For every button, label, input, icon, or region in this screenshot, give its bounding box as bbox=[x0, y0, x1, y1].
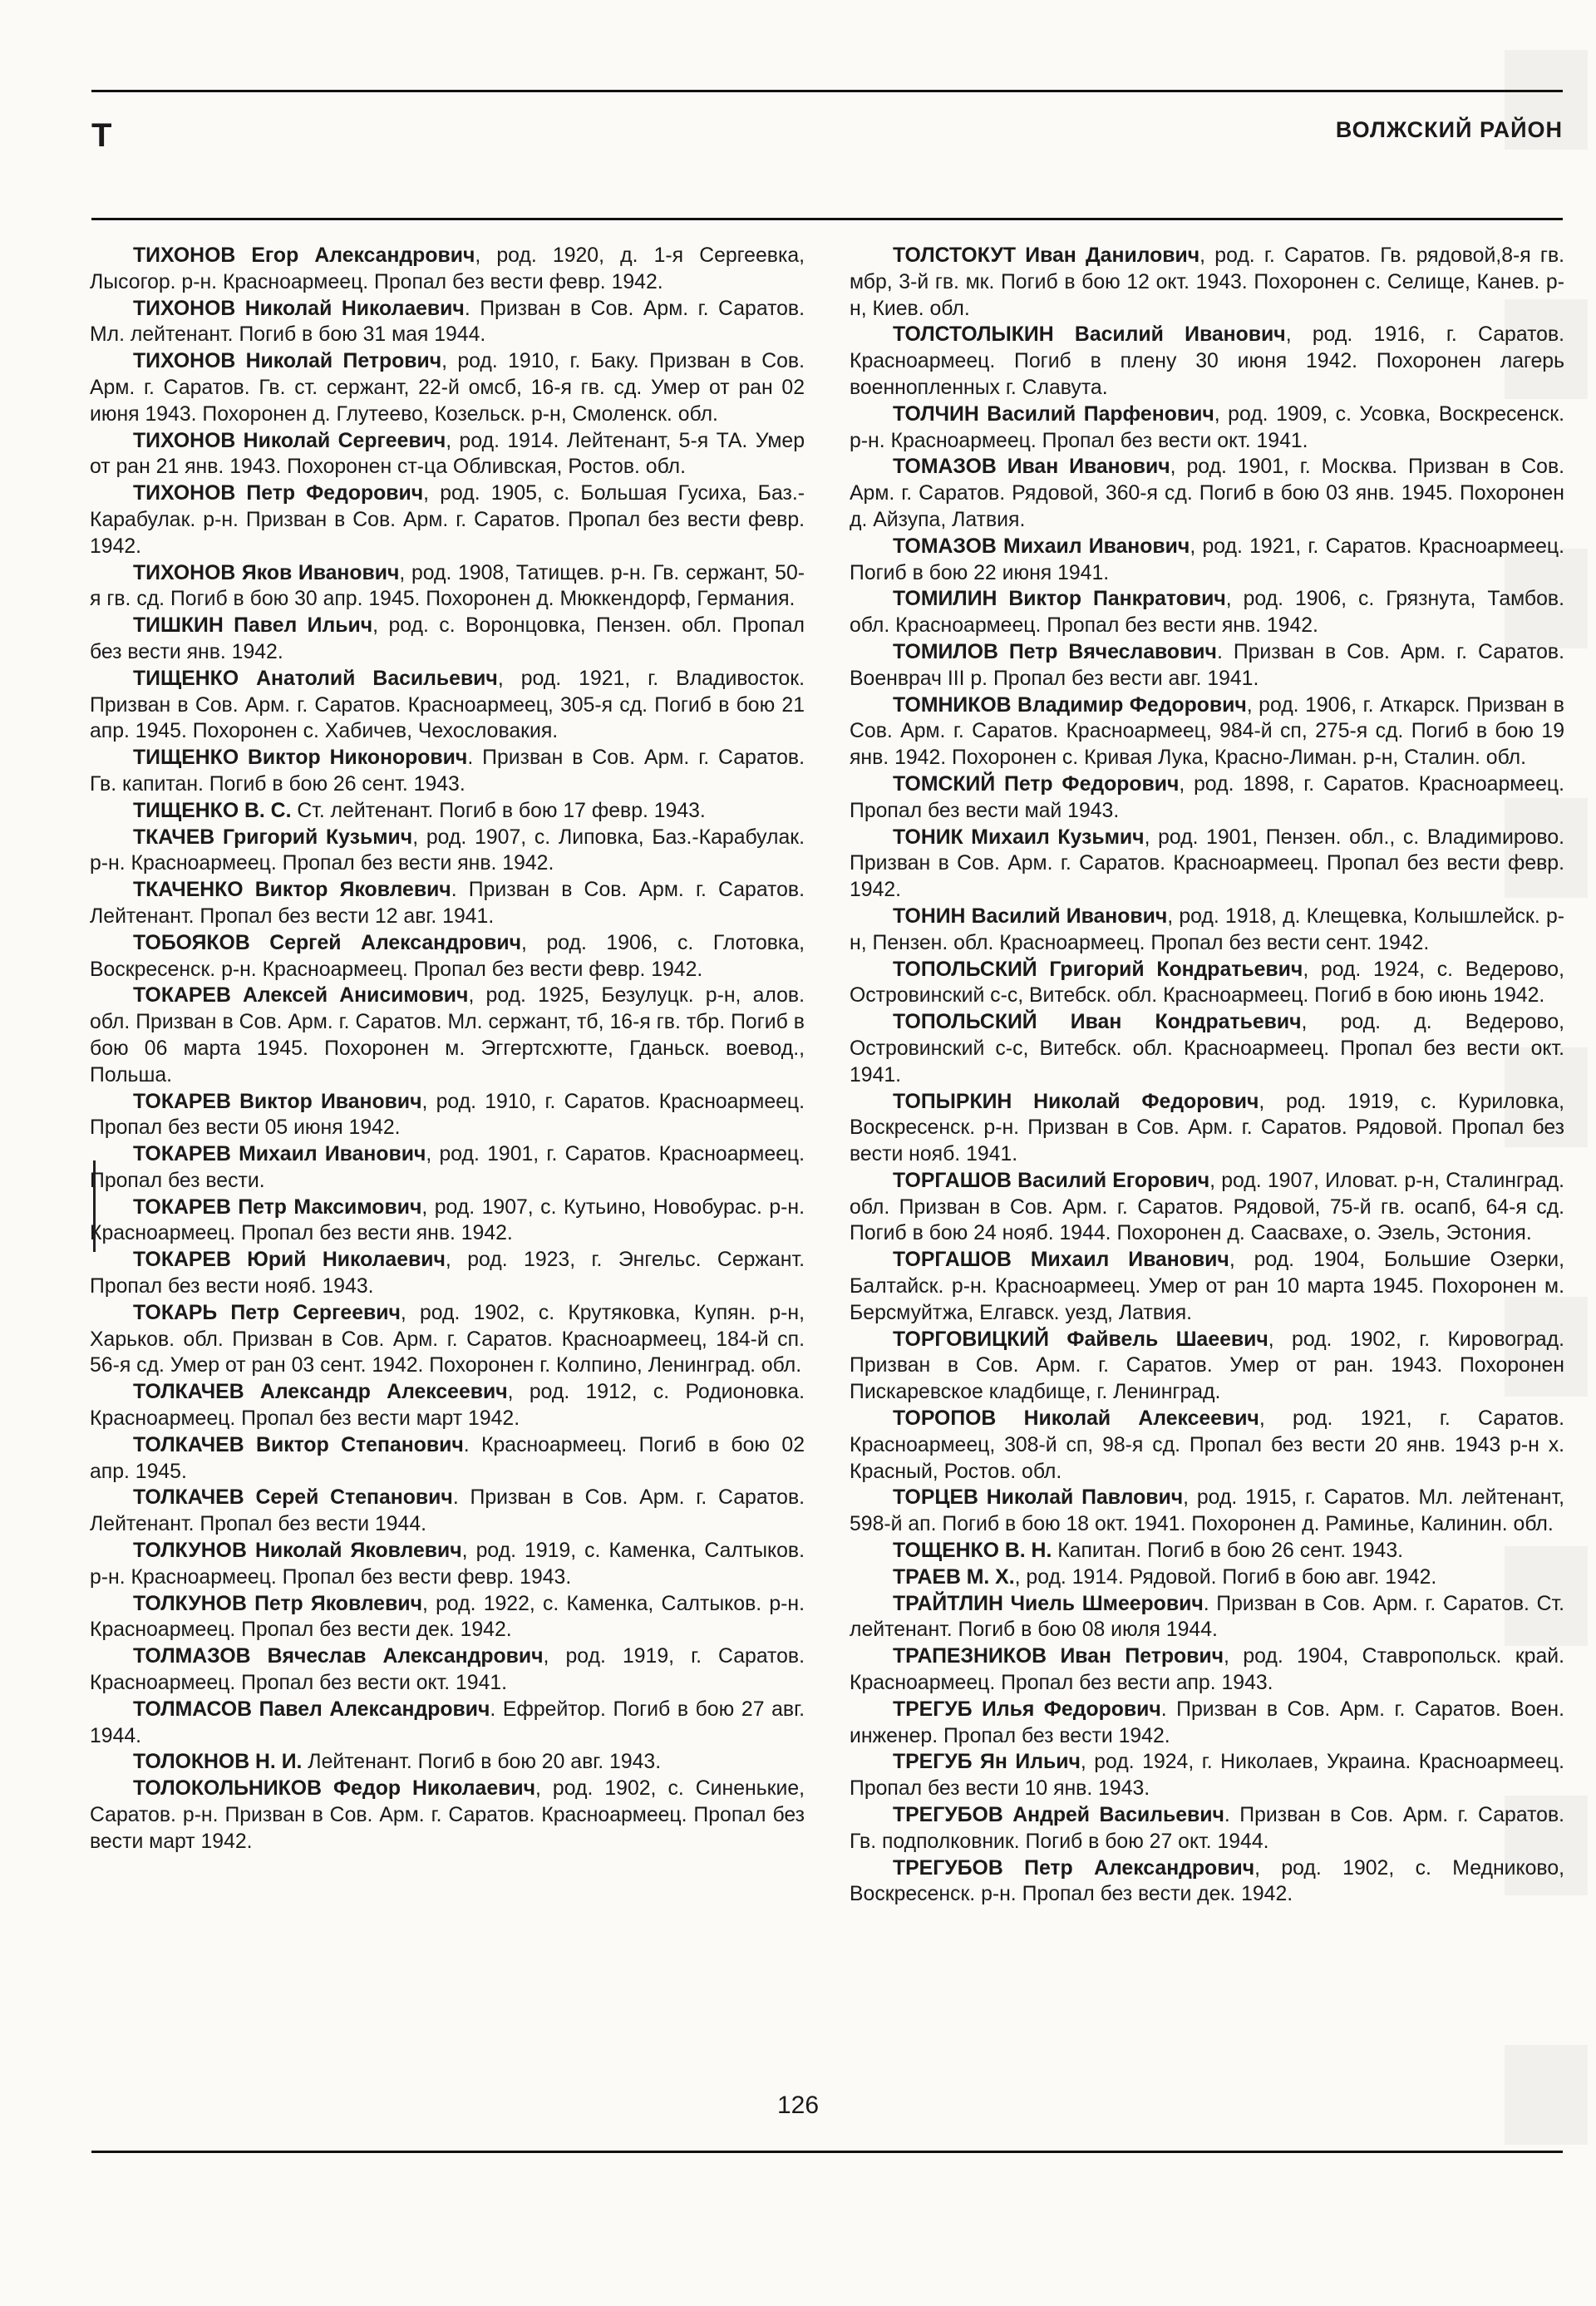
entry-details: , род. 1901, Пензен. обл., с. Владимирово. Призван в Сов. Арм. г. Саратов. Красноармеец. Пропал без вести февр. 1942. bbox=[850, 825, 1564, 902]
entry-name: ТКАЧЕВ Григорий Кузьмич bbox=[133, 825, 413, 849]
entry-name: ТИХОНОВ Егор Александрович bbox=[133, 244, 475, 267]
entry-details: , род. 1922, с. Каменка, Салтыков. р-н. Красноармеец. Пропал без вести дек. 1942. bbox=[90, 1592, 805, 1642]
entry-details: , род. 1906, с. Грязнута, Тамбов. обл. Красноармеец. Пропал без вести янв. 1942. bbox=[850, 588, 1564, 638]
entry bbox=[90, 428, 805, 481]
entry-details: . Призван в Сов. Арм. г. Саратов. Лейтенант. Пропал без вести 12 авг. 1941. bbox=[90, 879, 805, 928]
entry-name: ТОЛСТОКУТ Иван Данилович bbox=[893, 244, 1200, 267]
entry-name: ТОПОЛЬСКИЙ Григорий Кондратьевич bbox=[893, 958, 1303, 981]
entry-details: , род. 1902, с. Крутяковка, Купян. р-н, Харьков. обл. Призван в Сов. Арм. г. Саратов. Красноармеец, 184-й сп. 56-я сд. Умер от ран 03 сент. 1942. Похоронен г. Колпино, Ленинград. обл. bbox=[90, 1301, 805, 1377]
entry-name: ТОКАРЕВ Виктор Иванович bbox=[133, 1090, 422, 1113]
entry-details: Лейтенант. Погиб в бою 20 авг. 1943. bbox=[302, 1751, 662, 1774]
entry bbox=[850, 1168, 1564, 1247]
entry-details: , род. 1912, с. Родионовка. Красноармеец. Пропал без вести март 1942. bbox=[90, 1381, 805, 1431]
entry bbox=[90, 560, 805, 613]
entry-name: ТОМНИКОВ Владимир Федорович bbox=[893, 693, 1247, 717]
entry bbox=[90, 480, 805, 559]
entry-details: , род. 1902, г. Кировоград. Призван в Сов. Арм. г. Саратов. Умер от ран. 1943. Похоронен Пискаревское кладбище, г. Ленинград. bbox=[850, 1328, 1565, 1404]
entry bbox=[850, 825, 1564, 904]
left-column bbox=[90, 243, 805, 1855]
entry bbox=[90, 1300, 805, 1379]
entry bbox=[90, 1643, 805, 1697]
entry-name: ТИХОНОВ Николай Сергеевич bbox=[133, 429, 446, 452]
entry-details: . Призван в Сов. Арм. г. Саратов. Военврач III р. Пропал без вести авг. 1941. bbox=[850, 640, 1564, 690]
entry bbox=[850, 402, 1564, 455]
entry-name: ТОЛСТОЛЫКИН Василий Иванович bbox=[893, 323, 1286, 347]
page-header bbox=[91, 90, 1563, 167]
entry-details: , род. 1910, г. Баку. Призван в Сов. Арм. г. Саратов. Гв. ст. сержант, 22-й омсб, 16-я гв. сд. Умер от ран 02 июня 1943. Похоронен д. Глутеево, Козельск. р-н, Смоленск. обл. bbox=[90, 350, 805, 426]
entry bbox=[850, 1802, 1564, 1855]
entry-details: , род. 1920, д. 1-я Сергеевка, Лысогор. р-н. Красноармеец. Пропал без вести февр. 1942. bbox=[90, 244, 805, 293]
entry bbox=[90, 930, 805, 983]
entry-details: , род. 1921, г. Владивосток. Призван в Сов. Арм. г. Саратов. Красноармеец, 305-я сд. Погиб в бою 21 апр. 1945. Похоронен с. Хабичев, Чехословакия. bbox=[90, 667, 805, 743]
entry bbox=[90, 666, 805, 745]
entry bbox=[850, 1327, 1564, 1406]
entry-name: ТОПЫРКИН Николай Федорович bbox=[893, 1090, 1259, 1113]
entry-name: ТОБОЯКОВ Сергей Александрович bbox=[133, 931, 522, 954]
entry bbox=[850, 639, 1564, 692]
entry-name: ТОРОПОВ Николай Алексеевич bbox=[893, 1407, 1259, 1431]
entry-name: ТРЕГУБ Ян Ильич bbox=[893, 1751, 1081, 1774]
entry bbox=[850, 1643, 1564, 1697]
entry-details: . Красноармеец. Погиб в бою 02 апр. 1945. bbox=[90, 1433, 805, 1483]
entry-name: ТИЩЕНКО Анатолий Васильевич bbox=[133, 667, 498, 690]
entry-name: ТОРГАШОВ Михаил Иванович bbox=[893, 1249, 1229, 1272]
entry-details: , род. 1915, г. Саратов. Мл. лейтенант, 598-й ап. Погиб в бою 18 окт. 1941. Похоронен д. Раминье, Калинин. обл. bbox=[850, 1486, 1564, 1536]
entry-details: , род. 1919, с. Каменка, Салтыков. р-н. Красноармеец. Пропал без вести февр. 1943. bbox=[90, 1540, 805, 1589]
entry-name: ТОМАЗОВ Михаил Иванович bbox=[893, 535, 1190, 558]
entry-name: ТОНИК Михаил Кузьмич bbox=[893, 825, 1145, 849]
entry-details: . Призван в Сов. Арм. г. Саратов. Воен. инженер. Пропал без вести 1942. bbox=[850, 1697, 1564, 1747]
entry bbox=[850, 1485, 1564, 1538]
entry-name: ТКАЧЕНКО Виктор Яковлевич bbox=[133, 879, 451, 902]
entry-details: , род. 1925, Безулуцк. р-н, алов. обл. Призван в Сов. Арм. г. Саратов. Мл. сержант, тб, 16-я гв. тбр. Погиб в бою 06 марта 1945. Похоронен м. Эггертсхютте, Гданьск. воевод., Польша. bbox=[90, 984, 805, 1086]
entry-details: , род. 1916, г. Саратов. Красноармеец. Погиб в плену 30 июня 1942. Похоронен лагерь военнопленных г. Славута. bbox=[850, 323, 1565, 399]
entry-details: . Ефрейтор. Погиб в бою 27 авг. 1944. bbox=[90, 1697, 805, 1747]
entry-name: ТОРГОВИЦКИЙ Файвель Шаеевич bbox=[893, 1328, 1268, 1351]
entry bbox=[850, 1247, 1564, 1326]
entry bbox=[850, 1697, 1564, 1750]
entry bbox=[90, 798, 805, 825]
entry bbox=[850, 692, 1564, 771]
entry bbox=[850, 586, 1564, 639]
entry bbox=[90, 1089, 805, 1142]
entry-name: ТОЛКАЧЕВ Виктор Степанович bbox=[133, 1433, 464, 1456]
entry bbox=[90, 348, 805, 427]
entry bbox=[850, 1538, 1564, 1564]
entry bbox=[90, 825, 805, 878]
entry-details: . Призван в Сов. Арм. г. Саратов. Гв. подполковник. Погиб в бою 27 окт. 1944. bbox=[850, 1804, 1565, 1853]
entry bbox=[90, 1749, 805, 1776]
entry bbox=[850, 771, 1564, 825]
entry bbox=[90, 296, 805, 349]
entry bbox=[850, 534, 1564, 587]
entry-details: Ст. лейтенант. Погиб в бою 17 февр. 1943. bbox=[291, 799, 706, 822]
entry-name: ТОЛКАЧЕВ Александр Алексеевич bbox=[133, 1381, 508, 1404]
entry-details: , род. 1908, Татищев. р-н. Гв. сержант, 50-я гв. сд. Погиб в бою 30 апр. 1945. Похоронен д. Мюккендорф, Германия. bbox=[90, 561, 805, 611]
entry-details: , род. 1906, с. Глотовка, Воскресенск. р-н. Красноармеец. Пропал без вести февр. 1942. bbox=[90, 931, 805, 981]
entry-details: , род. 1902, с. Синенькие, Саратов. р-н. Призван в Сов. Арм. г. Саратов. Красноармеец. Пропал без вести март 1942. bbox=[90, 1777, 805, 1853]
entry-details: , род. 1924, г. Николаев, Украина. Красноармеец. Пропал без вести 10 янв. 1943. bbox=[850, 1751, 1564, 1801]
entry-details: , род. 1904, Большие Озерки, Балтайск. р-н. Красноармеец. Умер от ран 10 марта 1945. Похоронен м. Берсмуйтжа, Елгавск. уезд, Латвия. bbox=[850, 1249, 1565, 1324]
entry-name: ТРЕГУБОВ Петр Александрович bbox=[893, 1856, 1255, 1880]
entry-name: ТОПОЛЬСКИЙ Иван Кондратьевич bbox=[893, 1011, 1302, 1034]
entry bbox=[850, 1591, 1564, 1644]
entry-details: , род. 1919, г. Саратов. Красноармеец. Пропал без вести окт. 1941. bbox=[90, 1645, 805, 1695]
entry-details: . Призван в Сов. Арм. г. Саратов. Гв. капитан. Погиб в бою 26 сент. 1943. bbox=[90, 746, 805, 796]
entry-name: ТРЕГУБОВ Андрей Васильевич bbox=[893, 1804, 1224, 1827]
entry-name: ТОКАРЕВ Юрий Николаевич bbox=[133, 1249, 446, 1272]
entry-name: ТОЩЕНКО В. Н. bbox=[893, 1540, 1052, 1563]
entry-name: ТОМИЛОВ Петр Вячеславович bbox=[893, 640, 1217, 663]
entry-name: ТОЛМАСОВ Павел Александрович bbox=[133, 1697, 490, 1721]
entry-details: , род. 1901, г. Саратов. Красноармеец. Пропал без вести. bbox=[90, 1143, 805, 1192]
entry bbox=[90, 1591, 805, 1644]
entry bbox=[850, 243, 1564, 322]
entry-name: ТИХОНОВ Петр Федорович bbox=[133, 482, 424, 505]
region-title: ВОЛЖСКИЙ РАЙОН bbox=[1335, 117, 1563, 142]
entry-details: , род. 1921, г. Саратов. Красноармеец, 308-й сп, 98-я сд. Пропал без вести 20 янв. 1943 р-н х. Красный, Ростов. обл. bbox=[850, 1407, 1564, 1483]
entry bbox=[850, 1089, 1564, 1168]
entry-name: ТОЛОКОЛЬНИКОВ Федор Николаевич bbox=[133, 1777, 536, 1801]
entry-name: ТРАЙТЛИН Чиель Шмеерович bbox=[893, 1592, 1204, 1615]
entry bbox=[850, 1009, 1564, 1088]
entry bbox=[850, 454, 1564, 533]
entry-name: ТОЛМАЗОВ Вячеслав Александрович bbox=[133, 1645, 544, 1668]
entry-name: ТИЩЕНКО В. С. bbox=[133, 799, 292, 822]
entry-name: ТОМСКИЙ Петр Федорович bbox=[893, 772, 1180, 796]
entry bbox=[850, 1855, 1564, 1909]
entry-details: , род. 1909, с. Усовка, Воскресенск. р-н. Красноармеец. Пропал без вести окт. 1941. bbox=[850, 402, 1565, 452]
entry-details: , род. 1914. Лейтенант, 5-я ТА. Умер от ран 21 янв. 1943. Похоронен ст-ца Обливская, Ростов. обл. bbox=[90, 429, 805, 479]
entry-details: , род. 1904, Ставропольск. край. Красноармеец. Пропал без вести апр. 1943. bbox=[850, 1645, 1564, 1695]
entry bbox=[90, 1195, 805, 1248]
entry-details: . Призван в Сов. Арм. г. Саратов. Ст. лейтенант. Погиб в бою 08 июля 1944. bbox=[850, 1592, 1564, 1642]
entry-details: , род. д. Ведерово, Островинский с-с, Витебск. обл. Красноармеец. Пропал без вести окт. 1941. bbox=[850, 1011, 1565, 1086]
entry bbox=[90, 877, 805, 930]
entry bbox=[90, 1485, 805, 1538]
entry-name: ТОНИН Василий Иванович bbox=[893, 904, 1168, 928]
entry bbox=[90, 1432, 805, 1486]
entry bbox=[90, 745, 805, 798]
entry-name: ТИХОНОВ Николай Петрович bbox=[133, 350, 442, 373]
entry bbox=[850, 957, 1564, 1010]
entry-details: , род. 1905, с. Большая Гусиха, Баз.-Карабулак. р-н. Призван в Сов. Арм. г. Саратов. Пропал без вести февр. 1942. bbox=[90, 482, 805, 558]
entry-name: ТРАПЕЗНИКОВ Иван Петрович bbox=[893, 1645, 1224, 1668]
entry-name: ТОКАРЬ Петр Сергеевич bbox=[133, 1301, 401, 1324]
entry-name: ТОМАЗОВ Иван Иванович bbox=[893, 456, 1170, 479]
page-number: 126 bbox=[776, 2092, 820, 2119]
entry-details: , род. 1924, с. Ведерово, Островинский с-с, Витебск. обл. Красноармеец. Погиб в бою июнь 1942. bbox=[850, 958, 1564, 1008]
entry-details: , род. 1906, г. Аткарск. Призван в Сов. Арм. г. Саратов. Красноармеец, 984-й сп, 275-я сд. Погиб в бою 19 янв. 1942. Похоронен с. Кривая Лука, Красно-Лиман. р-н, Сталин. обл. bbox=[850, 693, 1564, 770]
right-column bbox=[850, 243, 1564, 1908]
entry-name: ТОМИЛИН Виктор Панкратович bbox=[893, 588, 1226, 611]
entry bbox=[90, 1141, 805, 1195]
entry-details: . Призван в Сов. Арм. г. Саратов. Мл. лейтенант. Погиб в бою 31 мая 1944. bbox=[90, 297, 805, 347]
entry-name: ТОЛКУНОВ Петр Яковлевич bbox=[133, 1592, 422, 1615]
entry-details: , род. 1919, с. Куриловка, Воскресенск. р-н. Призван в Сов. Арм. г. Саратов. Рядовой. Пропал без вести нояб. 1941. bbox=[850, 1090, 1564, 1166]
entry-details: , род. 1902, с. Медниково, Воскресенск. р-н. Пропал без вести дек. 1942. bbox=[850, 1856, 1564, 1906]
entry bbox=[90, 983, 805, 1088]
entry-name: ТИХОНОВ Николай Николаевич bbox=[133, 297, 465, 320]
entry-name: ТОКАРЕВ Петр Максимович bbox=[133, 1195, 422, 1219]
entry bbox=[90, 613, 805, 666]
entry-details: , род. 1907, с. Липовка, Баз.-Карабулак. р-н. Красноармеец. Пропал без вести янв. 1942. bbox=[90, 825, 805, 875]
entry-details: Капитан. Погиб в бою 26 сент. 1943. bbox=[1052, 1540, 1404, 1563]
entry bbox=[90, 1247, 805, 1300]
entry-details: , род. 1907, с. Кутьино, Новобурас. р-н. Красноармеец. Пропал без вести янв. 1942. bbox=[90, 1195, 805, 1245]
entry-details: . Призван в Сов. Арм. г. Саратов. Лейтенант. Пропал без вести 1944. bbox=[90, 1486, 805, 1536]
entry bbox=[850, 322, 1564, 401]
entry-details: , род. 1907, Иловат. р-н, Сталинград. обл. Призван в Сов. Арм. г. Саратов. Рядовой, 75-й гв. осапб, 64-я сд. Погиб в бою 24 нояб. 1944. Похоронен д. Саасвахе, о. Эзель, Эстония. bbox=[850, 1169, 1564, 1245]
entry-name: ТОРЦЕВ Николай Павлович bbox=[893, 1486, 1184, 1510]
entry bbox=[90, 1379, 805, 1432]
entry-name: ТИЩЕНКО Виктор Никонорович bbox=[133, 746, 468, 770]
entry-name: ТОРГАШОВ Василий Егорович bbox=[893, 1169, 1210, 1192]
entry bbox=[850, 1406, 1564, 1485]
entry-name: ТОЛЧИН Василий Парфенович bbox=[893, 402, 1214, 426]
entry-details: , род. 1898, г. Саратов. Красноармеец. Пропал без вести май 1943. bbox=[850, 772, 1564, 822]
entry bbox=[850, 904, 1564, 957]
entry-name: ТРАЕВ М. Х. bbox=[893, 1565, 1015, 1589]
entry-details: , род. 1914. Рядовой. Погиб в бою авг. 1942. bbox=[1014, 1565, 1437, 1589]
entry bbox=[90, 1776, 805, 1855]
entry-details: , род. 1918, д. Клещевка, Колышлейск. р-н, Пензен. обл. Красноармеец. Пропал без вести сент. 1942. bbox=[850, 904, 1564, 954]
footer-rule bbox=[91, 2151, 1563, 2153]
entry-name: ТОКАРЕВ Алексей Анисимович bbox=[133, 984, 469, 1008]
entry-details: , род. г. Саратов. Гв. рядовой,8-я гв. мбр, 3-й гв. мк. Погиб в бою 12 окт. 1943. Похоронен с. Селище, Канев. р-н, Киев. обл. bbox=[850, 244, 1565, 320]
entry-name: ТИШКИН Павел Ильич bbox=[133, 614, 373, 638]
entry-details: , род. 1921, г. Саратов. Красноармеец. Погиб в бою 22 июня 1941. bbox=[850, 535, 1564, 584]
entry bbox=[850, 1564, 1564, 1591]
entry-name: ТОКАРЕВ Михаил Иванович bbox=[133, 1143, 426, 1166]
entry bbox=[90, 1697, 805, 1750]
entry bbox=[90, 1538, 805, 1591]
header-rule bbox=[91, 218, 1563, 220]
entry-details: , род. 1910, г. Саратов. Красноармеец. Пропал без вести 05 июня 1942. bbox=[90, 1090, 805, 1140]
entry bbox=[90, 243, 805, 296]
entry-name: ТИХОНОВ Яков Иванович bbox=[133, 561, 400, 584]
entry-name: ТРЕГУБ Илья Федорович bbox=[893, 1697, 1161, 1721]
entry-name: ТОЛОКНОВ Н. И. bbox=[133, 1751, 303, 1774]
section-letter: Т bbox=[91, 117, 112, 154]
entry-details: , род. 1923, г. Энгельс. Сержант. Пропал без вести нояб. 1943. bbox=[90, 1249, 805, 1298]
entry-name: ТОЛКАЧЕВ Серей Степанович bbox=[133, 1486, 453, 1510]
entry-name: ТОЛКУНОВ Николай Яковлевич bbox=[133, 1540, 462, 1563]
entry-details: , род. с. Воронцовка, Пензен. обл. Пропал без вести янв. 1942. bbox=[90, 614, 805, 663]
entry-details: , род. 1901, г. Москва. Призван в Сов. Арм. г. Саратов. Рядовой, 360-я сд. Погиб в бою 03 янв. 1945. Похоронен д. Айзупа, Латвия. bbox=[850, 456, 1565, 531]
entry bbox=[850, 1749, 1564, 1802]
